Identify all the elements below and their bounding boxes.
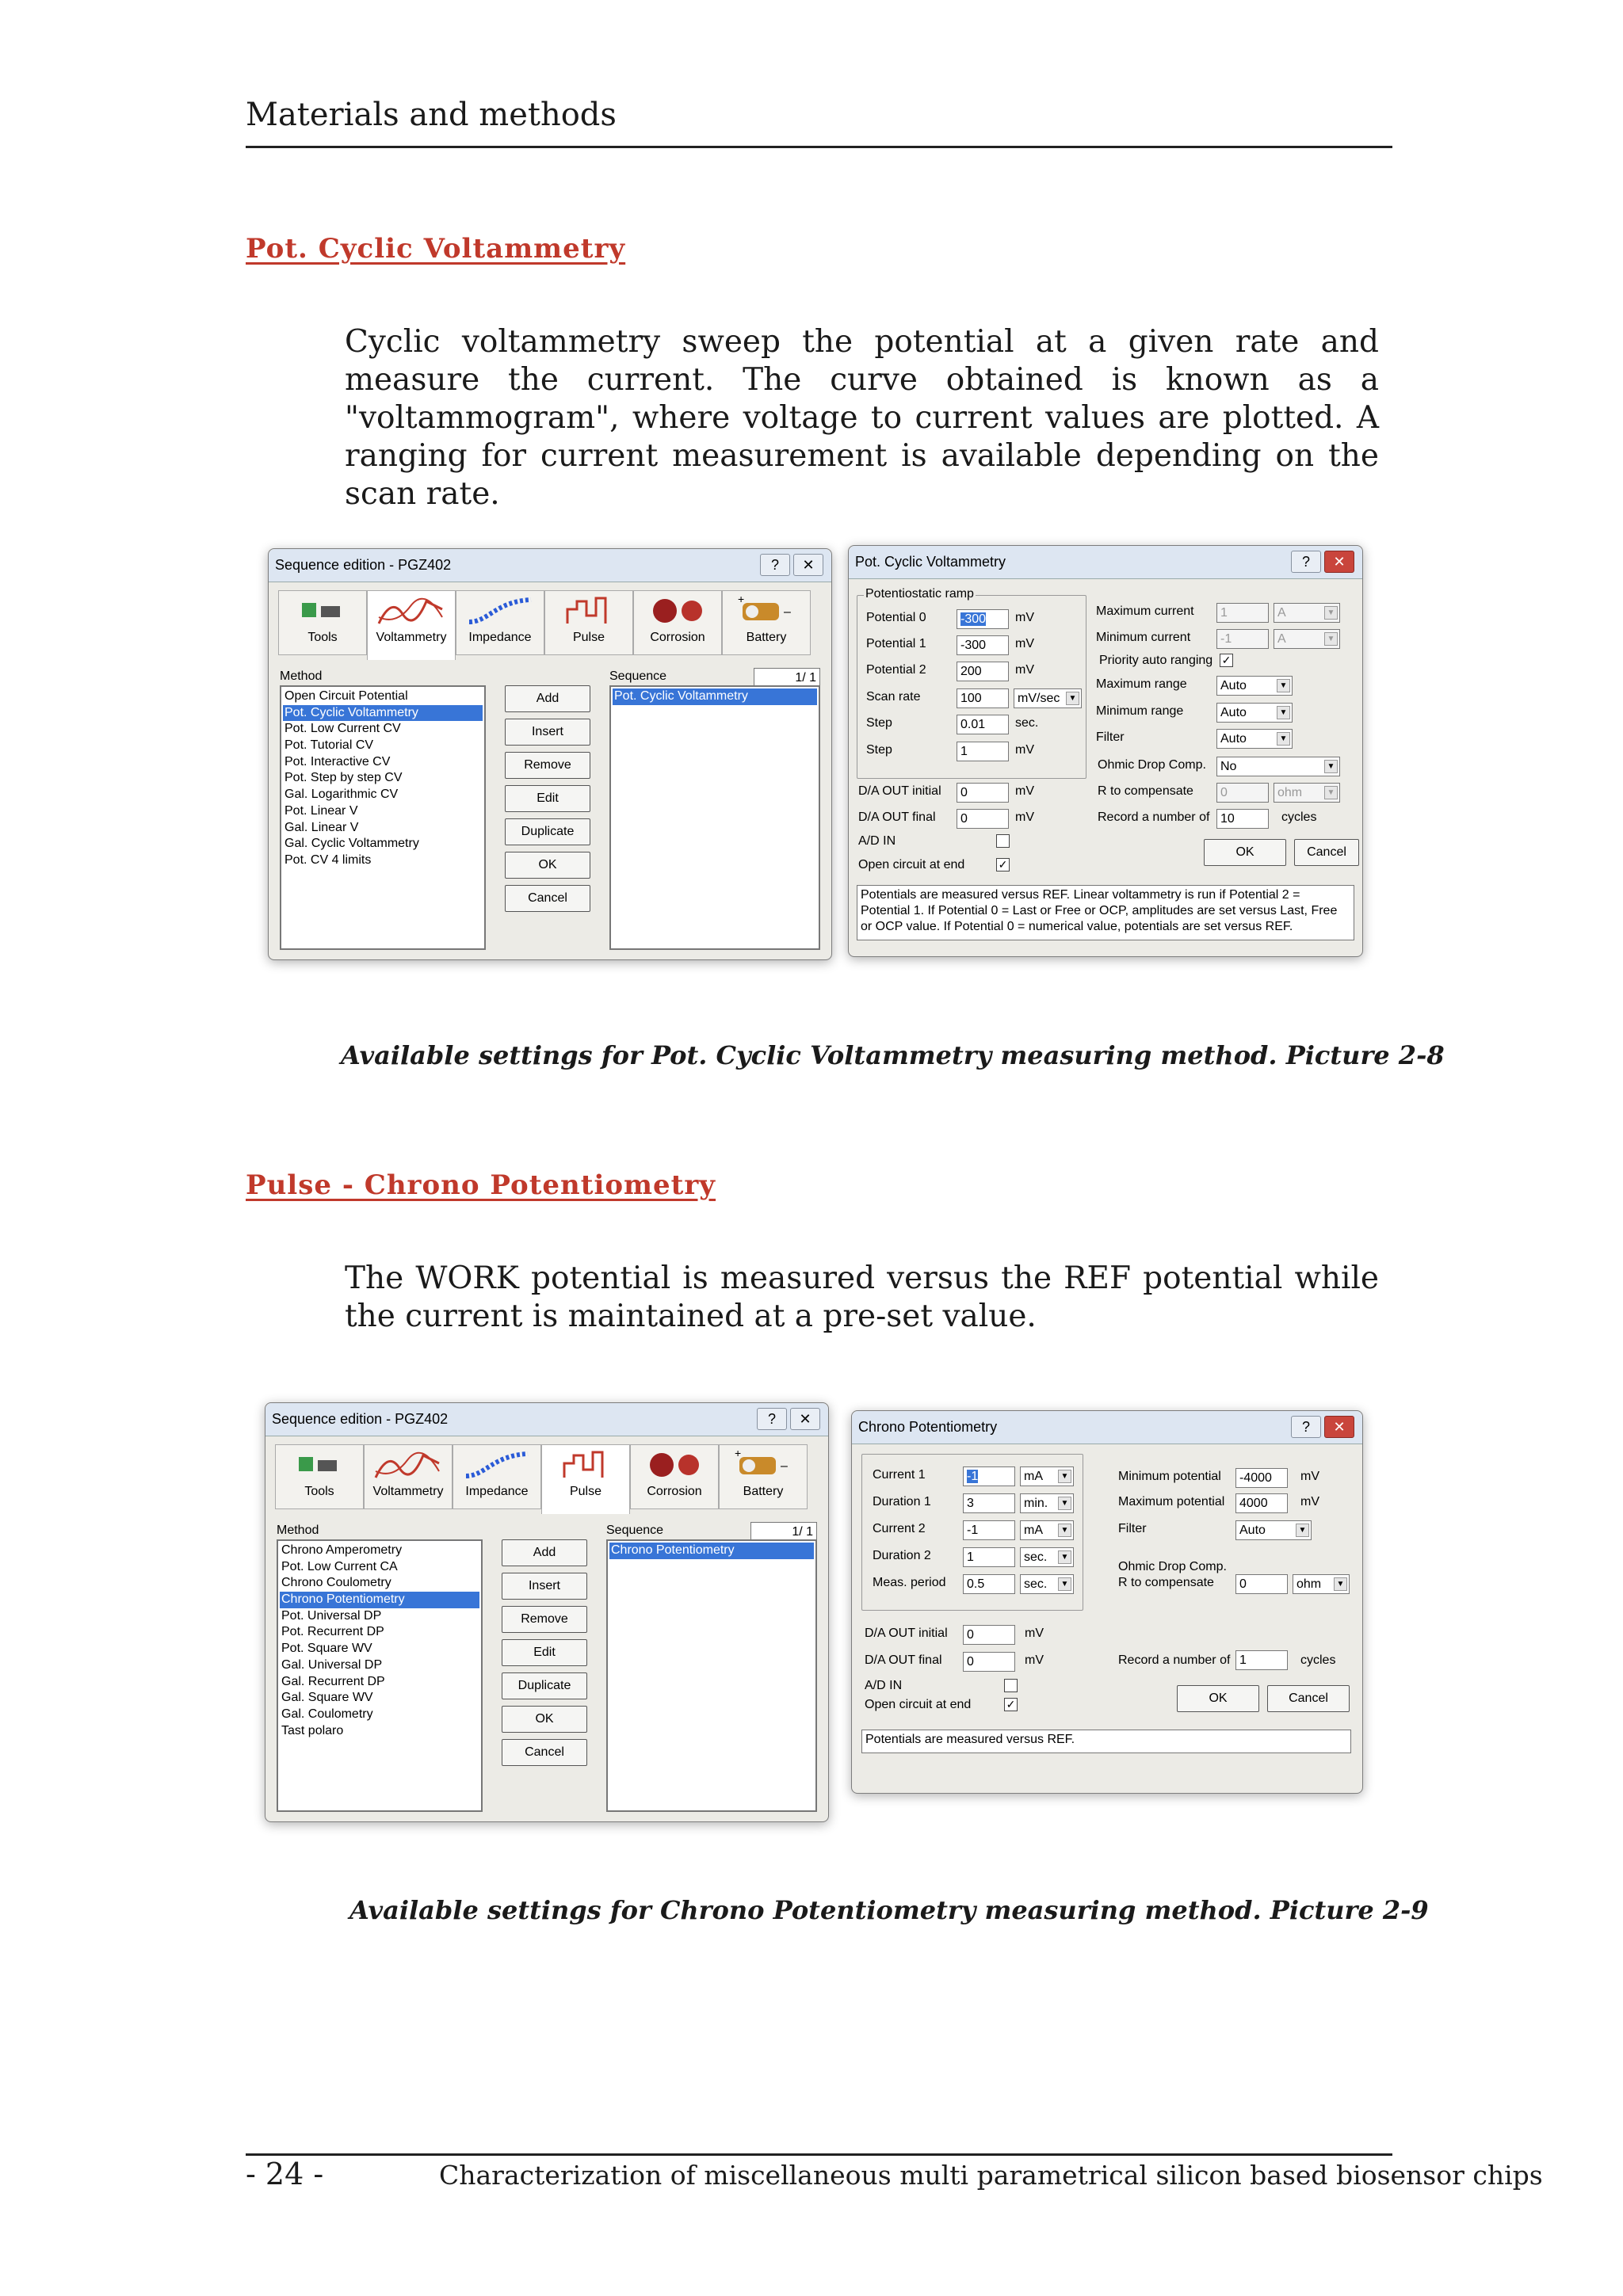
- chevron-down-icon: ▼: [1324, 760, 1338, 773]
- duration2-input[interactable]: 1: [963, 1547, 1015, 1567]
- min-current-label: Minimum current: [1096, 631, 1191, 644]
- ad-in-label: A/D IN: [865, 1679, 903, 1692]
- max-potential-input[interactable]: 4000: [1235, 1493, 1288, 1513]
- tab-corrosion[interactable]: Corrosion: [633, 590, 722, 655]
- open-circuit-checkbox[interactable]: ✓: [1004, 1698, 1018, 1711]
- step-time-label: Step: [866, 716, 892, 730]
- method-list-item[interactable]: Pot. Square WV: [281, 1642, 372, 1656]
- section-heading-cv: Pot. Cyclic Voltammetry: [246, 233, 626, 265]
- section-heading-cp: Pulse - Chrono Potentiometry: [246, 1169, 716, 1201]
- filter-select[interactable]: Auto ▼: [1235, 1520, 1312, 1540]
- dialog-titlebar: [265, 1403, 828, 1436]
- close-button[interactable]: ✕: [793, 554, 823, 576]
- da-out-final-input[interactable]: 0: [963, 1652, 1015, 1672]
- potential2-input[interactable]: 200: [957, 662, 1009, 681]
- remove-button[interactable]: Remove: [502, 1606, 587, 1633]
- r-compensate-unit-select[interactable]: ohm ▼: [1274, 783, 1340, 803]
- da-out-initial-label: D/A OUT initial: [858, 784, 941, 798]
- tab-battery[interactable]: + – Battery: [722, 590, 811, 655]
- running-footer: Characterization of miscellaneous multi parametrical silicon based biosensor chips: [439, 2160, 1543, 2191]
- dialog-titlebar: [269, 549, 831, 582]
- step-time-input[interactable]: 0.01: [957, 715, 1009, 734]
- ad-in-checkbox[interactable]: [996, 834, 1010, 848]
- method-list-item[interactable]: Pot. Tutorial CV: [285, 738, 374, 753]
- sequence-dialog: [268, 548, 832, 960]
- section-paragraph-cp: The WORK potential is measured versus the REF potential while the current is maintained at a pre-set value.: [345, 1261, 1379, 1334]
- dialog-title: Pot. Cyclic Voltammetry: [855, 554, 1006, 570]
- chevron-down-icon: ▼: [1324, 632, 1338, 646]
- chevron-down-icon: ▼: [1058, 1524, 1071, 1537]
- current2-unit-select[interactable]: mA ▼: [1020, 1520, 1074, 1540]
- meas-period-unit-select[interactable]: sec. ▼: [1020, 1574, 1074, 1594]
- open-circuit-label: Open circuit at end: [858, 858, 965, 871]
- method-label: Method: [277, 1524, 319, 1537]
- tab-corrosion[interactable]: Corrosion: [630, 1444, 719, 1509]
- impedance-icon: [453, 1445, 540, 1485]
- tab-impedance[interactable]: Impedance: [456, 590, 544, 655]
- method-list-item[interactable]: Gal. Linear V: [285, 820, 359, 834]
- sequence-list[interactable]: [609, 685, 820, 950]
- duration1-label: Duration 1: [873, 1495, 931, 1508]
- ok-button[interactable]: OK: [505, 852, 590, 879]
- da-out-initial-input[interactable]: 0: [957, 783, 1009, 803]
- min-potential-input[interactable]: -4000: [1235, 1468, 1288, 1488]
- chevron-down-icon: ▼: [1277, 732, 1290, 746]
- filter-select[interactable]: Auto ▼: [1216, 729, 1293, 749]
- screenshot-cp: [260, 1396, 1373, 1824]
- method-list-item[interactable]: Pot. Cyclic Voltammetry: [283, 705, 483, 722]
- method-list-item[interactable]: Pot. Low Current CV: [285, 722, 401, 736]
- method-list-item[interactable]: Pot. Step by step CV: [285, 771, 403, 785]
- pulse-icon: [545, 591, 632, 631]
- min-current-unit-select[interactable]: A ▼: [1274, 629, 1340, 649]
- record-unit: cycles: [1300, 1653, 1336, 1667]
- max-potential-label: Maximum potential: [1118, 1495, 1225, 1508]
- method-list-item[interactable]: Open Circuit Potential: [285, 689, 408, 703]
- sequence-item[interactable]: Pot. Cyclic Voltammetry: [613, 688, 817, 705]
- ok-button[interactable]: OK: [502, 1706, 587, 1733]
- close-button[interactable]: ✕: [790, 1408, 820, 1430]
- current1-input[interactable]: -1: [963, 1466, 1015, 1486]
- priority-auto-ranging-checkbox[interactable]: ✓: [1220, 654, 1233, 667]
- da-out-final-unit: mV: [1015, 810, 1034, 824]
- step-potential-label: Step: [866, 743, 892, 757]
- sequence-item[interactable]: Chrono Potentiometry: [609, 1543, 814, 1559]
- potentiostatic-ramp-group: Potentiostatic ramp: [857, 595, 1086, 779]
- pulse-icon: [542, 1445, 629, 1485]
- current1-unit-select[interactable]: mA ▼: [1020, 1466, 1074, 1486]
- method-list-item[interactable]: Gal. Square WV: [281, 1691, 373, 1705]
- cancel-button[interactable]: Cancel: [1294, 839, 1359, 866]
- screenshot-cv: [262, 539, 1371, 982]
- da-out-initial-input[interactable]: 0: [963, 1625, 1015, 1645]
- caption-cp: Available settings for Chrono Potentiometry measuring method. Picture 2-9: [349, 1895, 1429, 1925]
- potential0-label: Potential 0: [866, 611, 926, 624]
- insert-button[interactable]: Insert: [502, 1573, 587, 1600]
- impedance-icon: [456, 591, 544, 631]
- running-header: Materials and methods: [246, 97, 617, 133]
- close-button[interactable]: ✕: [1324, 551, 1354, 573]
- meas-period-label: Meas. period: [873, 1576, 946, 1589]
- close-button[interactable]: ✕: [1324, 1416, 1354, 1438]
- cancel-button[interactable]: Cancel: [1267, 1685, 1350, 1712]
- scan-rate-label: Scan rate: [866, 690, 921, 704]
- tab-impedance[interactable]: Impedance: [453, 1444, 541, 1509]
- dialog-title: Chrono Potentiometry: [858, 1419, 998, 1435]
- tab-tools[interactable]: Tools: [275, 1444, 364, 1509]
- add-button[interactable]: Add: [502, 1539, 587, 1566]
- ad-in-checkbox[interactable]: [1004, 1679, 1018, 1692]
- tab-voltammetry[interactable]: Voltammetry: [367, 590, 456, 660]
- chevron-down-icon: ▼: [1058, 1497, 1071, 1510]
- method-list-item[interactable]: Pot. Universal DP: [281, 1608, 382, 1623]
- tool-tabs: [275, 1444, 822, 1520]
- method-list-item[interactable]: Pot. Linear V: [285, 803, 358, 818]
- chevron-down-icon: ▼: [1277, 679, 1290, 692]
- sequence-buttons: [502, 1539, 589, 1809]
- max-range-select[interactable]: Auto ▼: [1216, 676, 1293, 696]
- duplicate-button[interactable]: Duplicate: [502, 1672, 587, 1699]
- voltammetry-icon: [365, 1445, 452, 1485]
- sequence-list[interactable]: [606, 1539, 817, 1812]
- tools-icon: [276, 1445, 363, 1485]
- meas-period-input[interactable]: 0.5: [963, 1574, 1015, 1594]
- chevron-down-icon: ▼: [1324, 786, 1338, 799]
- chevron-down-icon: ▼: [1058, 1470, 1071, 1483]
- section-paragraph-cv: Cyclic voltammetry sweep the potential at a given rate and measure the current. The curve obtained is known as a "voltammogram", where voltage to current values are plotted. A ranging for current measurement is available depending on the scan rate.: [345, 324, 1379, 512]
- potential0-unit: mV: [1015, 611, 1034, 624]
- tools-icon: [279, 591, 366, 631]
- potential1-input[interactable]: -300: [957, 635, 1009, 655]
- chevron-down-icon: ▼: [1324, 606, 1338, 620]
- dialog-titlebar: [852, 1411, 1362, 1444]
- scan-rate-unit-select[interactable]: mV/sec ▼: [1014, 688, 1082, 708]
- help-button[interactable]: ?: [1291, 551, 1321, 573]
- info-text: Potentials are measured versus REF.: [861, 1730, 1351, 1753]
- cp-parameters-dialog: [851, 1410, 1363, 1794]
- da-out-final-unit: mV: [1025, 1653, 1044, 1667]
- min-range-label: Minimum range: [1096, 704, 1184, 718]
- filter-label: Filter: [1096, 730, 1125, 744]
- insert-button[interactable]: Insert: [505, 719, 590, 746]
- r-compensate-label: R to compensate: [1118, 1576, 1214, 1589]
- tab-pulse[interactable]: Pulse: [541, 1444, 630, 1514]
- cv-parameters-dialog: [848, 545, 1363, 957]
- record-unit: cycles: [1281, 810, 1317, 824]
- scan-rate-input[interactable]: 100: [957, 688, 1009, 708]
- da-out-initial-unit: mV: [1025, 1627, 1044, 1640]
- min-current-input[interactable]: -1: [1216, 629, 1269, 649]
- potential2-label: Potential 2: [866, 663, 926, 677]
- add-button[interactable]: Add: [505, 685, 590, 712]
- dialog-title: Sequence edition - PGZ402: [272, 1411, 449, 1427]
- edit-button[interactable]: Edit: [505, 785, 590, 812]
- chevron-down-icon: ▼: [1296, 1524, 1309, 1537]
- corrosion-icon: [631, 1445, 718, 1485]
- info-text: Potentials are measured versus REF. Linear voltammetry is run if Potential 2 = Potential 1. If Potential 0 = Last or Free or OCP, amplitudes are set versus Last, Free or OCP value. If Potential 0 = numerical value, potentials are set versus REF.: [857, 885, 1354, 940]
- current2-label: Current 2: [873, 1522, 926, 1535]
- method-list-item[interactable]: Gal. Logarithmic CV: [285, 788, 399, 802]
- duration2-unit-select[interactable]: sec. ▼: [1020, 1547, 1074, 1567]
- max-current-label: Maximum current: [1096, 605, 1194, 618]
- da-out-final-input[interactable]: 0: [957, 809, 1009, 829]
- sequence-counter: 1/ 1: [754, 668, 820, 688]
- ohmic-drop-label: Ohmic Drop Comp.: [1118, 1560, 1227, 1573]
- method-label: Method: [280, 669, 323, 683]
- chevron-down-icon: ▼: [1277, 706, 1290, 719]
- tab-battery[interactable]: + – Battery: [719, 1444, 808, 1509]
- step-potential-unit: mV: [1015, 743, 1034, 757]
- open-circuit-checkbox[interactable]: ✓: [996, 858, 1010, 871]
- step-time-unit: sec.: [1015, 716, 1039, 730]
- battery-icon: [723, 591, 810, 631]
- r-compensate-label: R to compensate: [1098, 784, 1193, 798]
- chevron-down-icon: ▼: [1058, 1550, 1071, 1564]
- record-input[interactable]: 1: [1235, 1650, 1288, 1670]
- cancel-button[interactable]: Cancel: [505, 885, 590, 912]
- help-button[interactable]: ?: [1291, 1416, 1321, 1438]
- method-list-item[interactable]: Chrono Amperometry: [281, 1543, 403, 1557]
- record-input[interactable]: 10: [1216, 809, 1269, 829]
- da-out-final-label: D/A OUT final: [865, 1653, 942, 1667]
- chevron-down-icon: ▼: [1066, 692, 1079, 705]
- tab-voltammetry[interactable]: Voltammetry: [364, 1444, 453, 1509]
- chevron-down-icon: ▼: [1058, 1577, 1071, 1591]
- method-list[interactable]: [280, 685, 486, 950]
- sequence-label: Sequence: [606, 1524, 664, 1537]
- potential2-unit: mV: [1015, 663, 1034, 677]
- sequence-counter: 1/ 1: [750, 1522, 817, 1542]
- ohmic-drop-label: Ohmic Drop Comp.: [1098, 758, 1206, 772]
- priority-auto-ranging-label: Priority auto ranging: [1099, 654, 1213, 667]
- dialog-titlebar: [849, 546, 1362, 579]
- duration2-label: Duration 2: [873, 1549, 931, 1562]
- method-list-item[interactable]: Pot. Recurrent DP: [281, 1625, 384, 1639]
- min-potential-label: Minimum potential: [1118, 1470, 1221, 1483]
- da-out-initial-unit: mV: [1015, 784, 1034, 798]
- da-out-final-label: D/A OUT final: [858, 810, 936, 824]
- sequence-label: Sequence: [609, 669, 667, 683]
- r-compensate-unit-select[interactable]: ohm ▼: [1293, 1574, 1350, 1594]
- chevron-down-icon: ▼: [1334, 1577, 1347, 1591]
- svg-text:–: –: [784, 605, 791, 619]
- duration1-input[interactable]: 3: [963, 1493, 1015, 1513]
- help-button[interactable]: ?: [760, 554, 790, 576]
- open-circuit-label: Open circuit at end: [865, 1698, 972, 1711]
- ad-in-label: A/D IN: [858, 834, 896, 848]
- method-list-item[interactable]: Chrono Coulometry: [281, 1576, 391, 1590]
- r-compensate-input[interactable]: 0: [1235, 1574, 1288, 1594]
- max-potential-unit: mV: [1300, 1495, 1319, 1508]
- max-current-unit-select[interactable]: A ▼: [1274, 603, 1340, 623]
- remove-button[interactable]: Remove: [505, 752, 590, 779]
- potential0-input[interactable]: -300: [957, 609, 1009, 629]
- method-list-item[interactable]: Gal. Coulometry: [281, 1707, 373, 1721]
- method-list-item[interactable]: Gal. Universal DP: [281, 1657, 383, 1672]
- corrosion-icon: [634, 591, 721, 631]
- duplicate-button[interactable]: Duplicate: [505, 818, 590, 845]
- sequence-dialog: [265, 1402, 829, 1822]
- method-list-item[interactable]: Tast polaro: [281, 1723, 344, 1737]
- method-list-item[interactable]: Gal. Cyclic Voltammetry: [285, 837, 419, 851]
- tab-tools[interactable]: Tools: [278, 590, 367, 655]
- page-number: - 24 -: [246, 2157, 324, 2191]
- max-range-label: Maximum range: [1096, 677, 1187, 691]
- footer-rule: [246, 2153, 1392, 2156]
- potential1-label: Potential 1: [866, 637, 926, 650]
- current2-input[interactable]: -1: [963, 1520, 1015, 1540]
- min-range-select[interactable]: Auto ▼: [1216, 703, 1293, 723]
- method-list-item[interactable]: Pot. Interactive CV: [285, 754, 391, 769]
- battery-icon: [720, 1445, 807, 1485]
- da-out-initial-label: D/A OUT initial: [865, 1627, 948, 1640]
- svg-text:+: +: [735, 1447, 742, 1459]
- cancel-button[interactable]: Cancel: [502, 1739, 587, 1766]
- method-list-item[interactable]: Gal. Recurrent DP: [281, 1674, 385, 1688]
- ok-button[interactable]: OK: [1177, 1685, 1259, 1712]
- edit-button[interactable]: Edit: [502, 1639, 587, 1666]
- sequence-buttons: [505, 685, 592, 947]
- voltammetry-icon: [368, 591, 455, 631]
- ok-button[interactable]: OK: [1204, 839, 1286, 866]
- help-button[interactable]: ?: [757, 1408, 787, 1430]
- method-list-item[interactable]: Chrono Potentiometry: [280, 1592, 479, 1608]
- current1-label: Current 1: [873, 1468, 926, 1482]
- min-potential-unit: mV: [1300, 1470, 1319, 1483]
- potential1-unit: mV: [1015, 637, 1034, 650]
- method-list-item[interactable]: Pot. CV 4 limits: [285, 852, 372, 867]
- method-list[interactable]: [277, 1539, 483, 1812]
- dialog-title: Sequence edition - PGZ402: [275, 557, 452, 573]
- svg-text:+: +: [738, 593, 745, 605]
- tab-pulse[interactable]: Pulse: [544, 590, 633, 655]
- caption-cv: Available settings for Pot. Cyclic Voltammetry measuring method. Picture 2-8: [341, 1040, 1445, 1070]
- duration1-unit-select[interactable]: min. ▼: [1020, 1493, 1074, 1513]
- step-potential-input[interactable]: 1: [957, 742, 1009, 761]
- method-list-item[interactable]: Pot. Low Current CA: [281, 1559, 398, 1573]
- header-rule: [246, 146, 1392, 148]
- max-current-input[interactable]: 1: [1216, 603, 1269, 623]
- svg-text:–: –: [781, 1459, 788, 1473]
- record-label: Record a number of: [1118, 1653, 1231, 1667]
- r-compensate-input[interactable]: 0: [1216, 783, 1269, 803]
- filter-label: Filter: [1118, 1522, 1147, 1535]
- record-label: Record a number of: [1098, 810, 1210, 824]
- tool-tabs: [278, 590, 825, 666]
- ohmic-drop-select[interactable]: No ▼: [1216, 757, 1340, 776]
